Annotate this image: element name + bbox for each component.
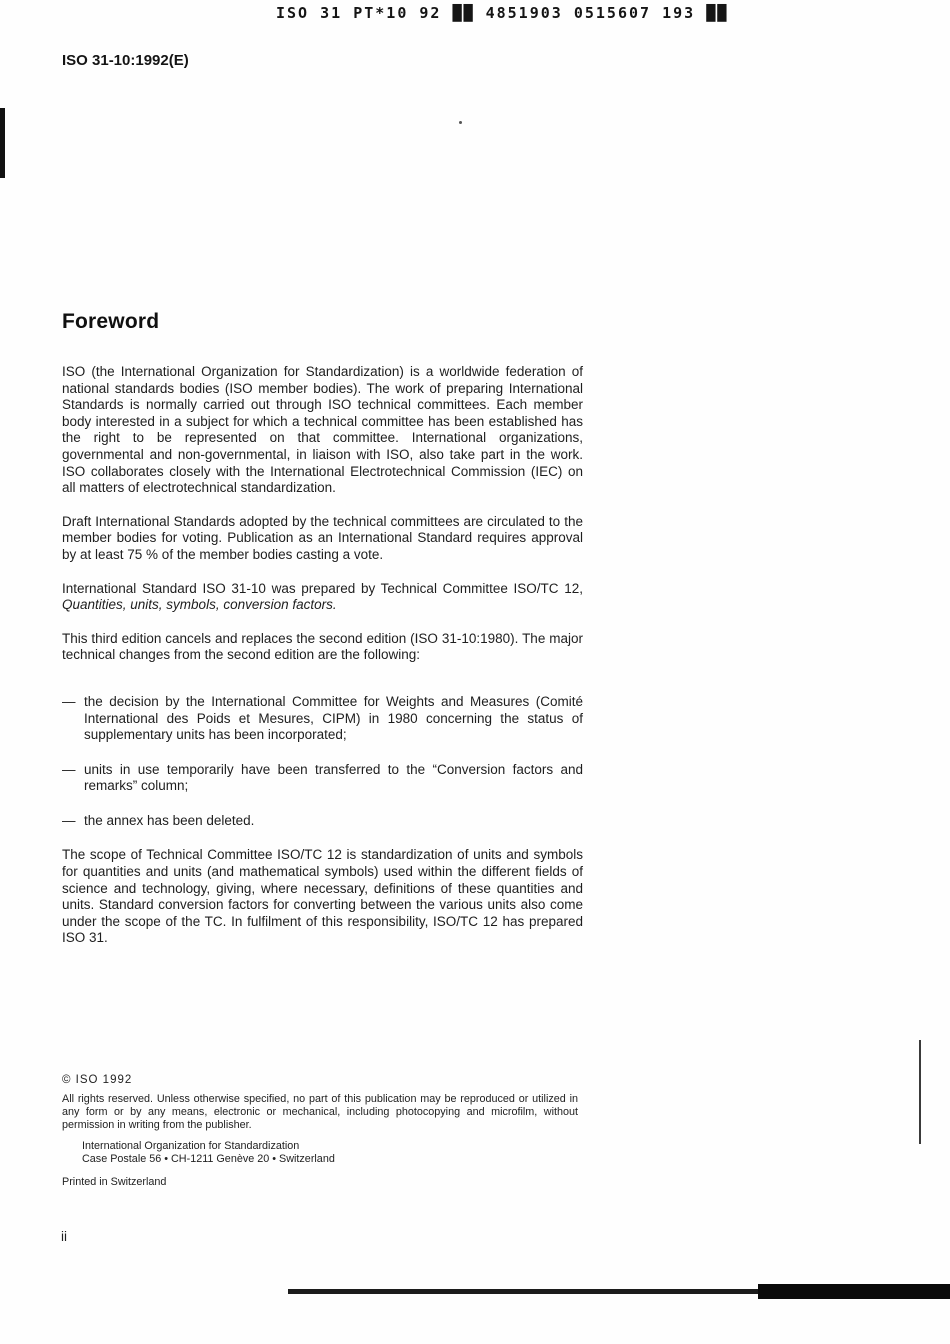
list-item (62, 762, 583, 795)
printed-in-line: Printed in Switzerland (62, 1176, 167, 1188)
foreword-paragraph-2: Draft International Standards adopted by the technical committees are circulated to the member bodies for voting. Publication as an International Standard requires approval by at least 75 % of the member bodies casting a vote. (62, 513, 583, 562)
publisher-organization: International Organization for Standardization (82, 1140, 300, 1152)
foreword-heading: Foreword (62, 310, 160, 333)
foreword-section (62, 310, 583, 964)
bullet-text: the annex has been deleted. (84, 812, 255, 828)
bullet-text: the decision by the International Committee for Weights and Measures (Comité International des Poids et Mesures, CIPM) in 1980 concerning the status of supplementary units has been incorporated; (84, 693, 583, 743)
scan-artifact-left-edge-bar (0, 108, 5, 178)
dash-bullet-marker: — (62, 812, 76, 828)
bullet-text: units in use temporarily have been transferred to the “Conversion factors and remarks” column; (84, 761, 583, 794)
dash-bullet-marker: — (62, 693, 76, 709)
foreword-paragraph-5: The scope of Technical Committee ISO/TC 12 is standardization of units and symbols for quantities and units (and mathematical symbols) used within the different fields of science and technology, giving, where necessary, definitions of these quantities and units. Standard conversion factors for converting between the various units also come under the scope of the TC. In fulfilment of this responsibility, ISO/TC 12 has prepared ISO 31. (62, 847, 583, 946)
publisher-address: Case Postale 56 • CH-1211 Genève 20 • Switzerland (82, 1153, 335, 1165)
list-item (62, 694, 583, 744)
copyright-imprint-block (62, 1074, 578, 1189)
changes-bullet-list (62, 694, 583, 830)
scan-ocr-header: ISO 31 PT*10 92 ██ 4851903 0515607 193 ██ (276, 4, 729, 22)
list-item (62, 813, 583, 830)
committee-title-italic: Quantities, units, symbols, conversion factors. (62, 597, 337, 613)
foreword-paragraph-4: This third edition cancels and replaces the second edition (ISO 31-10:1980). The major technical changes from the second edition are the following: (62, 630, 583, 663)
paragraph-3-plain-text: International Standard ISO 31-10 was prepared by Technical Committee ISO/TC 12, (62, 580, 583, 596)
foreword-paragraph-3 (62, 581, 583, 614)
document-reference: ISO 31-10:1992(E) (62, 52, 189, 69)
scan-artifact-bottom-thick-bar (758, 1284, 950, 1299)
copyright-line: © ISO 1992 (62, 1074, 133, 1086)
dash-bullet-marker: — (62, 761, 76, 777)
page-number: ii (61, 1229, 67, 1244)
scan-artifact-dot (459, 121, 462, 124)
rights-reserved-text: All rights reserved. Unless otherwise specified, no part of this publication may be reproduced or utilized in any form or by any means, electronic or mechanical, including photocopying and microfilm, without permission in writing from the publisher. (62, 1093, 578, 1131)
foreword-paragraph-1: ISO (the International Organization for Standardization) is a worldwide federation of national standards bodies (ISO member bodies). The work of preparing International Standards is normally carried out through ISO technical committees. Each member body interested in a subject for which a technical committee has been established has the right to be represented on that committee. International organizations, governmental and non-governmental, in liaison with ISO, also take part in the work. ISO collaborates closely with the International Electrotechnical Commission (IEC) on all matters of electrotechnical standardization. (62, 364, 583, 496)
scan-artifact-right-edge-line (919, 1040, 921, 1144)
